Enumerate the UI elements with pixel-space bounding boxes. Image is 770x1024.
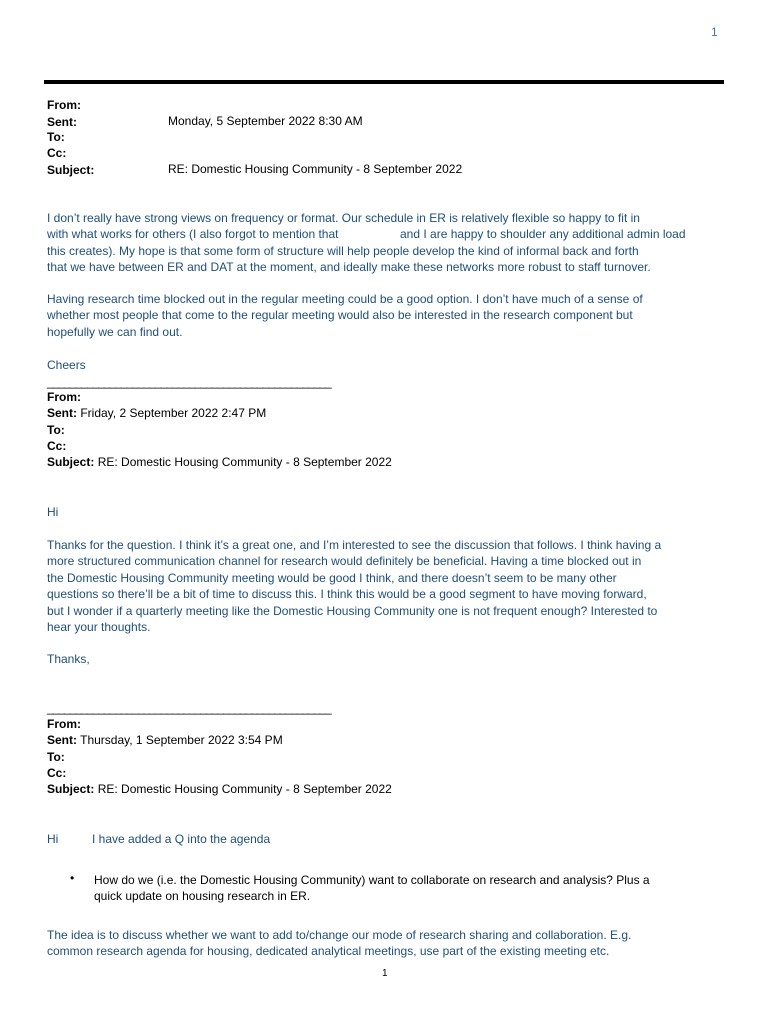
reply-paragraph-1 [47, 210, 723, 276]
text-line: but I wonder if a quarterly meeting like the Domestic Housing Community one is not frequent enough? Interested to [47, 603, 658, 618]
subject-value: RE: Domestic Housing Community - 8 September 2022 [97, 455, 392, 470]
text-line: Having research time blocked out in the regular meeting could be a good option. I don’t have much of a sense of [47, 292, 643, 306]
text-line: quick update on housing research in ER. [94, 889, 311, 904]
to-label: To: [47, 749, 65, 764]
text-line: the Domestic Housing Community meeting would be good I think, and there doesn’t seem to be many other [47, 570, 617, 585]
agenda-bullet-item [94, 872, 723, 905]
text-line: Thanks for the question. I think it’s a great one, and I’m interested to see the discussion that follows. I think having a [47, 538, 662, 552]
signoff-cheers: Cheers [47, 358, 86, 372]
to-label: To: [47, 422, 65, 437]
from-label: From: [47, 717, 81, 731]
text-line: whether most people that come to the regular meeting would also be interested in the research component but [47, 308, 633, 323]
cc-label: Cc: [47, 765, 67, 780]
subject-label: Subject: [47, 782, 95, 797]
quoted-header-3 [47, 716, 392, 797]
text-line: this creates). My hope is that some form of structure will help people develop the kind of informal back and forth [47, 243, 639, 258]
text-line: hopefully we can find out. [47, 324, 183, 339]
text-line: I don’t really have strong views on frequency or format. Our schedule in ER is relatively flexible so happy to fit in [47, 211, 640, 225]
page-number-bottom: 1 [382, 968, 388, 979]
text-line: and I are happy to shoulder any additional admin load [400, 227, 686, 242]
to-label: To: [47, 130, 65, 144]
subject-value: RE: Domestic Housing Community - 8 September 2022 [168, 162, 463, 176]
header-rule [44, 80, 724, 84]
text-line: How do we (i.e. the Domestic Housing Community) want to collaborate on research and analysis? Plus a [94, 873, 650, 887]
bullet-icon: • [70, 871, 75, 885]
text-line: common research agenda for housing, dedicated analytical meetings, use part of the existing meeting etc. [47, 944, 610, 959]
page-number-top: 1 [711, 25, 718, 39]
sent-label: Sent: [47, 406, 77, 421]
message-separator: __________________________________________________ [47, 375, 331, 389]
idea-paragraph [47, 927, 723, 960]
greeting-text: I have added a Q into the agenda [92, 832, 271, 846]
sent-value: Monday, 5 September 2022 8:30 AM [168, 114, 363, 128]
text-line: The idea is to discuss whether we want to add to/change our mode of research sharing and collaboration. E.g. [47, 928, 632, 942]
subject-value: RE: Domestic Housing Community - 8 September 2022 [97, 782, 392, 797]
from-label: From: [47, 390, 81, 404]
from-label: From: [47, 98, 81, 112]
sent-label: Sent: [47, 115, 77, 129]
message-2-body [47, 537, 723, 635]
greeting-hi: Hi [47, 832, 59, 846]
signoff-thanks: Thanks, [47, 652, 90, 666]
sent-label: Sent: [47, 733, 77, 748]
subject-label: Subject: [47, 163, 95, 177]
text-line: questions so there’ll be a bit of time to discuss this. I think this would be a good segment to have moving forward, [47, 587, 647, 602]
cc-label: Cc: [47, 146, 67, 160]
reply-paragraph-2 [47, 291, 723, 340]
text-line: hear your thoughts. [47, 620, 151, 635]
quoted-header-2 [47, 389, 392, 470]
greeting-hi: Hi [47, 505, 59, 519]
text-line: more structured communication channel for research would definitely be beneficial. Having a time blocked out in [47, 554, 642, 569]
subject-label: Subject: [47, 455, 95, 470]
agenda-greeting [47, 831, 447, 847]
cc-label: Cc: [47, 438, 67, 453]
sent-value: Friday, 2 September 2022 2:47 PM [80, 406, 267, 421]
text-line: with what works for others (I also forgot to mention that [47, 227, 339, 242]
message-separator: __________________________________________________ [47, 701, 331, 715]
text-line: that we have between ER and DAT at the moment, and ideally make these networks more robust to staff turnover. [47, 260, 651, 275]
email-header [47, 97, 727, 177]
sent-value: Thursday, 1 September 2022 3:54 PM [80, 733, 283, 748]
